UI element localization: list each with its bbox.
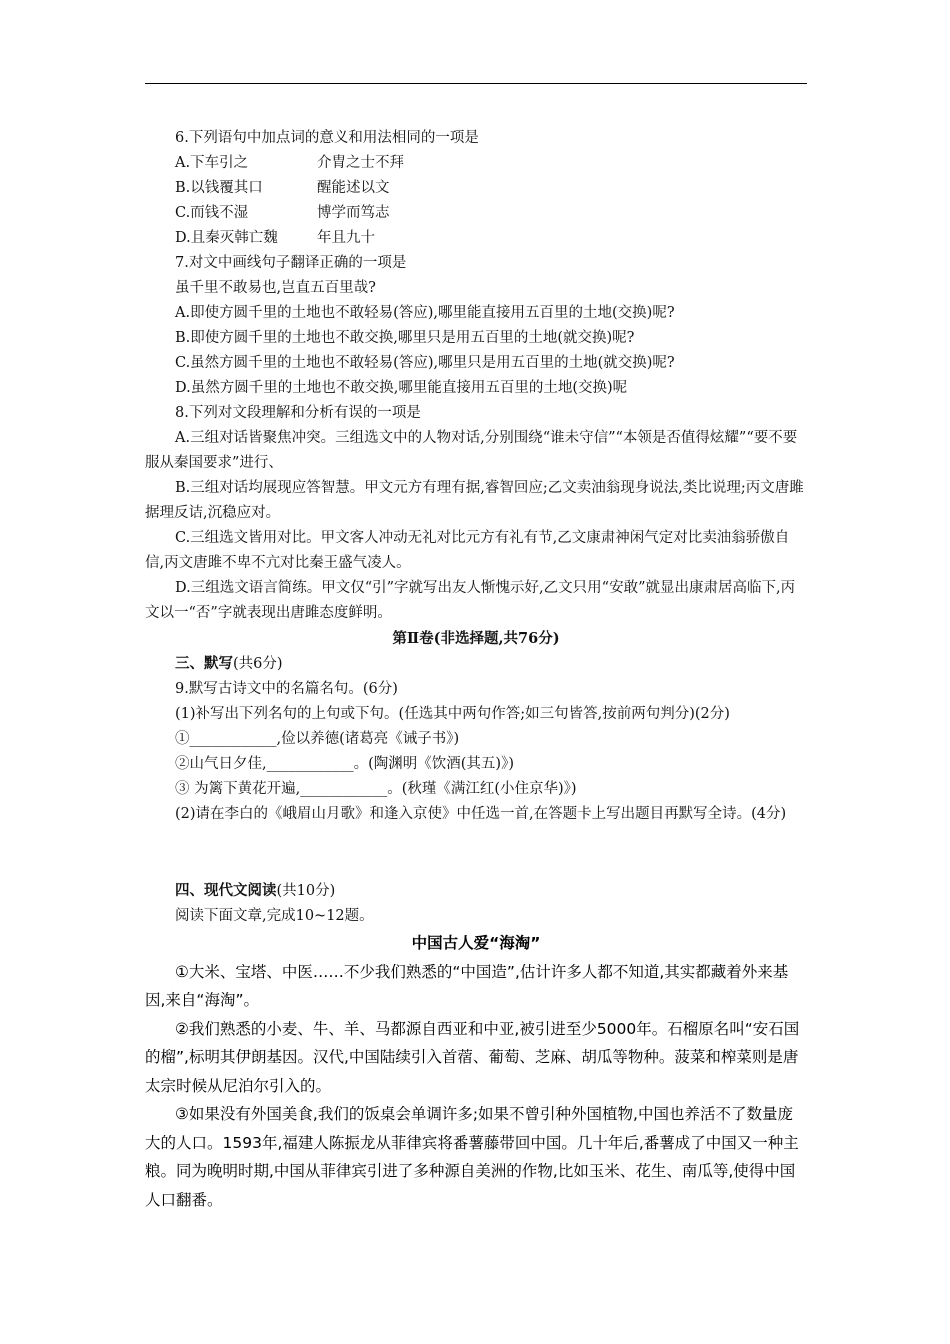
part2-title: 第Ⅱ卷(非选择题,共76分) <box>392 630 560 647</box>
q6-option: C.而钱不湿 博学而笃志 <box>175 205 390 221</box>
q7-stem: 7.对文中画线句子翻译正确的一项是 <box>175 255 407 271</box>
q9-stem: 9.默写古诗文中的名篇名句。(6分) <box>175 681 398 697</box>
q8-option-a: A.三组对话皆聚焦冲突。三组选文中的人物对话,分别围绕“谁未守信”“本领是否值得炫耀”“要不要服从秦国要求”进行、 <box>145 430 798 471</box>
modern-article <box>145 929 807 1214</box>
q9-sub1: (1)补写出下列名句的上句或下句。(任选其中两句作答;如三句皆答,按前两句判分)(2分) <box>175 706 730 722</box>
q7-option-a: A.即使方圆千里的土地也不敢轻易(答应),哪里能直接用五百里的土地(交换)呢? <box>175 305 675 321</box>
q9-item-3: ③ 为篱下黄花开遍,____________。(秋瑾《满江红(小住京华)》) <box>175 781 577 797</box>
q9-item-2: ②山气日夕佳,____________。(陶渊明《饮酒(其五)》) <box>175 756 514 772</box>
q9-item-1: ①____________,俭以养德(诸葛亮《诫子书》) <box>175 731 460 747</box>
sec3-heading: 三、默写(共6分) <box>175 655 283 672</box>
header-rule <box>145 83 807 84</box>
q6-option: D.且秦灭韩亡魏 年且九十 <box>175 230 375 246</box>
sec4-intro: 阅读下面文章,完成10~12题。 <box>175 908 374 924</box>
article-title: 中国古人爱“海淘” <box>411 934 541 952</box>
q8-option-c: C.三组选文皆用对比。甲文客人冲动无礼对比元方有礼有节,乙文康肃神闲气定对比卖油翁骄傲自信,丙文唐雎不卑不亢对比秦王盛气凌人。 <box>145 530 790 571</box>
article-paragraph-1: ①大米、宝塔、中医……不少我们熟悉的“中国造”,估计许多人都不知道,其实都藏着外来基因,来自“海淘”。 <box>145 962 789 1009</box>
q7-option-b: B.即使方圆千里的土地也不敢交换,哪里只是用五百里的土地(就交换)呢? <box>175 330 635 346</box>
q8-option-b: B.三组对话均展现应答智慧。甲文元方有理有据,睿智回应;乙文卖油翁现身说法,类比说理;丙文唐雎据理反诘,沉稳应对。 <box>145 480 804 521</box>
q8-stem: 8.下列对文段理解和分析有误的一项是 <box>175 405 421 421</box>
q6-stem: 6.下列语句中加点词的意义和用法相同的一项是 <box>175 130 479 146</box>
sec4-heading: 四、现代文阅读(共10分) <box>175 882 336 899</box>
q6-option: B.以钱覆其口 醒能述以文 <box>175 180 390 196</box>
q7-option-c: C.虽然方圆千里的土地也不敢轻易(答应),哪里只是用五百里的土地(就交换)呢? <box>175 355 675 371</box>
q7-sentence: 虽千里不敢易也,岂直五百里哉? <box>175 280 376 296</box>
page-content <box>145 126 807 1214</box>
article-paragraph-3: ③如果没有外国美食,我们的饭桌会单调许多;如果不曾引种外国植物,中国也养活不了数量庞大的人口。1593年,福建人陈振龙从菲律宾将番薯藤带回中国。几十年后,番薯成了中国又一种主粮。同为晚明时期,中国从菲律宾引进了多种源自美洲的作物,比如玉米、花生、南瓜等,使得中国人口翻番。 <box>145 1105 799 1209</box>
q6-option: A.下车引之 介胄之士不拜 <box>175 155 404 171</box>
q7-option-d: D.虽然方圆千里的土地也不敢交换,哪里能直接用五百里的土地(交换)呢 <box>175 380 628 396</box>
article-paragraph-2: ②我们熟悉的小麦、牛、羊、马都源自西亚和中亚,被引进至少5000年。石榴原名叫“安石国的榴”,标明其伊朗基因。汉代,中国陆续引入首蓿、葡萄、芝麻、胡瓜等物种。菠菜和榨菜则是唐太宗时候从尼泊尔引入的。 <box>145 1019 800 1095</box>
q8-option-d: D.三组选文语言简练。甲文仅“引”字就写出友人惭愧示好,乙文只用“安敢”就显出康肃居高临下,丙文以一“否”字就表现出唐雎态度鲜明。 <box>145 580 796 621</box>
q9-sub2: (2)请在李白的《峨眉山月歌》和逢入京使》中任选一首,在答题卡上写出题目再默写全诗。(4分) <box>175 806 787 822</box>
